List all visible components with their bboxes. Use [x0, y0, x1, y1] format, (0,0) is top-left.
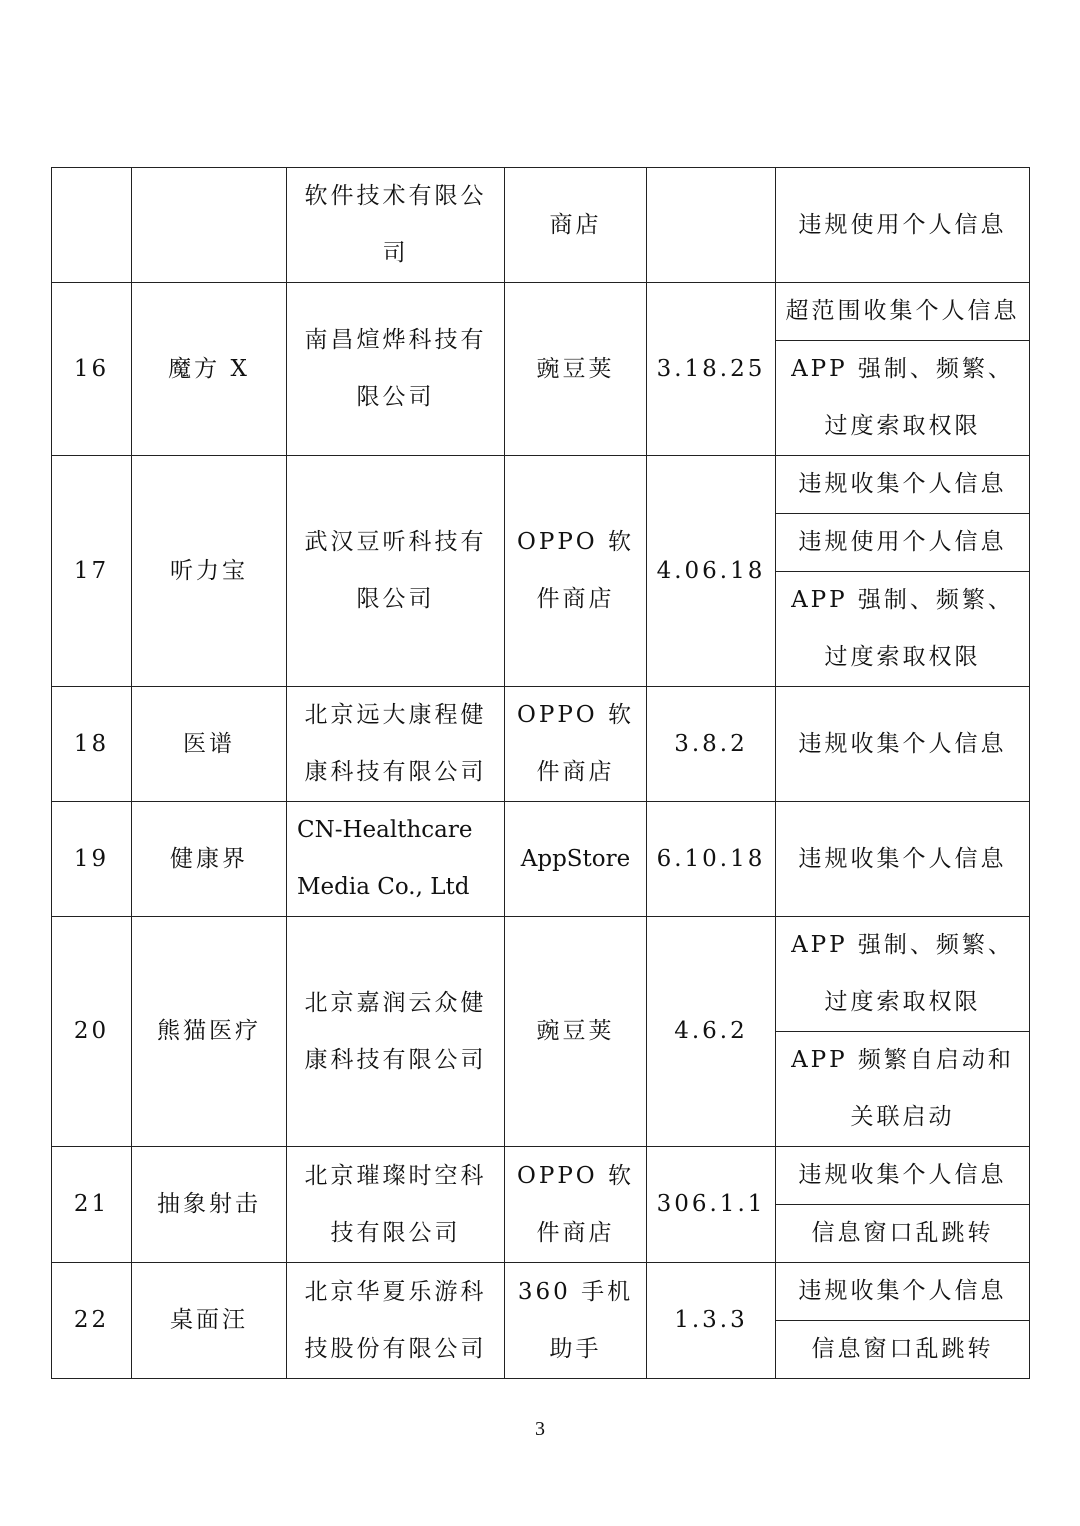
app-name-cell: 健康界 — [132, 802, 287, 917]
store-cell: 豌豆荚 — [505, 283, 647, 456]
issue-cell: 违规收集个人信息 — [776, 1263, 1030, 1321]
issue-cell: 超范围收集个人信息 — [776, 283, 1030, 341]
table-row — [52, 917, 1030, 1032]
app-name-cell — [132, 168, 287, 283]
issue-cell: APP 强制、频繁、过度索取权限 — [776, 341, 1030, 456]
row-number-cell: 16 — [52, 283, 132, 456]
table-row — [52, 802, 1030, 917]
issue-cell: 信息窗口乱跳转 — [776, 1321, 1030, 1379]
row-number-cell: 22 — [52, 1263, 132, 1379]
company-cell: CN-Healthcare Media Co., Ltd — [287, 802, 505, 917]
issue-cell: 违规收集个人信息 — [776, 802, 1030, 917]
row-number-cell — [52, 168, 132, 283]
version-cell: 1.3.3 — [647, 1263, 776, 1379]
app-name-cell: 听力宝 — [132, 456, 287, 687]
company-cell: 武汉豆听科技有限公司 — [287, 456, 505, 687]
page-number: 3 — [535, 1418, 545, 1440]
issue-cell: 信息窗口乱跳转 — [776, 1205, 1030, 1263]
app-name-cell: 抽象射击 — [132, 1147, 287, 1263]
version-cell: 306.1.1 — [647, 1147, 776, 1263]
table-row — [52, 283, 1030, 341]
row-number-cell: 18 — [52, 687, 132, 802]
version-cell: 6.10.18 — [647, 802, 776, 917]
issue-cell: APP 强制、频繁、过度索取权限 — [776, 572, 1030, 687]
store-cell: 360 手机助手 — [505, 1263, 647, 1379]
row-number-cell: 21 — [52, 1147, 132, 1263]
company-cell: 北京华夏乐游科技股份有限公司 — [287, 1263, 505, 1379]
company-cell: 北京嘉润云众健康科技有限公司 — [287, 917, 505, 1147]
table-row — [52, 456, 1030, 514]
store-cell: AppStore — [505, 802, 647, 917]
company-cell: 北京远大康程健康科技有限公司 — [287, 687, 505, 802]
company-cell: 北京璀璨时空科技有限公司 — [287, 1147, 505, 1263]
table-row — [52, 1263, 1030, 1321]
table-row — [52, 1147, 1030, 1205]
version-cell: 3.8.2 — [647, 687, 776, 802]
app-name-cell: 桌面汪 — [132, 1263, 287, 1379]
version-cell: 4.06.18 — [647, 456, 776, 687]
store-cell: OPPO 软件商店 — [505, 1147, 647, 1263]
app-name-cell: 医谱 — [132, 687, 287, 802]
issue-cell: 违规收集个人信息 — [776, 687, 1030, 802]
issue-cell: 违规收集个人信息 — [776, 456, 1030, 514]
row-number-cell: 19 — [52, 802, 132, 917]
store-cell: 商店 — [505, 168, 647, 283]
store-cell: 豌豆荚 — [505, 917, 647, 1147]
version-cell — [647, 168, 776, 283]
row-number-cell: 20 — [52, 917, 132, 1147]
company-cell: 软件技术有限公司 — [287, 168, 505, 283]
store-cell: OPPO 软件商店 — [505, 456, 647, 687]
issue-cell: 违规使用个人信息 — [776, 514, 1030, 572]
table-row — [52, 687, 1030, 802]
app-violations-table — [51, 167, 1030, 1379]
company-cell: 南昌煊烨科技有限公司 — [287, 283, 505, 456]
app-name-cell: 魔方 X — [132, 283, 287, 456]
table-row — [52, 168, 1030, 283]
version-cell: 3.18.25 — [647, 283, 776, 456]
row-number-cell: 17 — [52, 456, 132, 687]
version-cell: 4.6.2 — [647, 917, 776, 1147]
issue-cell: 违规使用个人信息 — [776, 168, 1030, 283]
issue-cell: APP 强制、频繁、过度索取权限 — [776, 917, 1030, 1032]
app-name-cell: 熊猫医疗 — [132, 917, 287, 1147]
issue-cell: APP 频繁自启动和关联启动 — [776, 1032, 1030, 1147]
issue-cell: 违规收集个人信息 — [776, 1147, 1030, 1205]
store-cell: OPPO 软件商店 — [505, 687, 647, 802]
